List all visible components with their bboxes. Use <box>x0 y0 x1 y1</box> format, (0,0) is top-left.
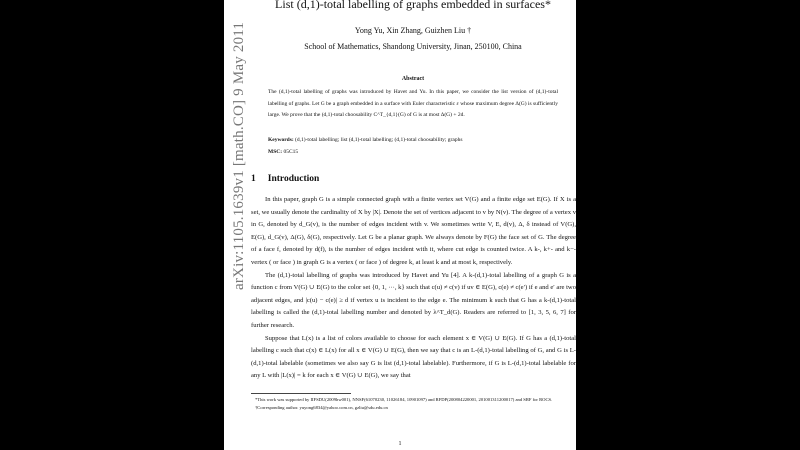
paragraph: In this paper, graph G is a simple connected graph with a finite vertex set V(G) and a finite edge set E(G). If X is a set, we usually denote the cardinality of X by |X|. Denote the set of vertices adjacent to v by N(v). The degree of a vertex v in G, denoted by d_G(v), is the number of edges incident with v. We sometimes write V, E, d(v), Δ, δ instead of V(G), E(G), d_G(v), Δ(G), δ(G), respectively. Let G be a planar graph. We always denote by F(G) the face set of G. The degree of a face f, denoted by d(f), is the number of edges incident with it, where cut edge is counted twice. A k-, k+- and k−-vertex ( or face ) in graph G is a vertex ( or face ) of degree k, at least k and at most k, respectively. <box>251 196 576 266</box>
msc-text: 05C15 <box>282 149 299 155</box>
affiliation: School of Mathematics, Shandong University, Jinan, 250100, China <box>304 42 522 51</box>
arxiv-identifier: arXiv:1105.1639v1 [math.CO] 9 May 2011 <box>231 21 247 290</box>
keywords <box>268 137 558 143</box>
paragraph: The (d,1)-total labelling of graphs was introduced by Havet and Yu [4]. A k-(d,1)-total labelling of a graph G is a function c from V(G) ∪ E(G) to the color set {0, 1, ···, k} such that c(u) ≠ c(v) if uv ∈ E(G), c(e) ≠ c(e′) if e and e′ are two adjacent edges, and |c(u) − c(e)| ≥ d if vertex u is incident to the edge e. The minimum k such that G has a k-(d,1)-total labelling is called the (d,1)-total labelling number and denoted by λ^T_d(G). Readers are referred to [1, 3, 5, 6, 7] for further research. <box>251 271 576 329</box>
paragraph: Suppose that L(x) is a list of colors available to choose for each element x ∈ V(G) ∪ E(G). If G has a (d,1)-total labelling c such that c(x) ∈ L(x) for all x ∈ V(G) ∪ E(G), then we say that c is an L-(d,1)-total labelling of G, and G is L-(d,1)-total labelable (sometimes we also say G is list (d,1)-total labelable). Furthermore, if G is L-(d,1)-total labelable for any L with |L(x)| = k for each x ∈ V(G) ∪ E(G), we say that <box>251 334 576 380</box>
footnotes <box>251 396 576 412</box>
section-number: 1 <box>251 174 256 184</box>
abstract-text: The (d,1)-total labelling of graphs was introduced by Havet and Yu. In this paper, we consider the list version of (d,1)-total labelling of graphs. Let G be a graph embedded in a surface with Euler characteristic ε whose maximum degree Δ(G) is sufficiently large. We prove that the (d,1)-total choosability C^T_{d,1}(G) of G is at most Δ(G) + 2d. <box>268 89 558 118</box>
paper-title: List (d,1)-total labelling of graphs embedded in surfaces* <box>275 0 551 11</box>
footnote: *This work was supported by IIFSDU(2009hw001), NNSF(61070230, 11026184, 10901097) and RFDP(200804220001, 201001311200017) and SRF for ROCS. <box>255 397 553 402</box>
keywords-text: (d,1)-total labelling; list (d,1)-total labelling; (d,1)-total choosability; graphs <box>293 137 463 143</box>
page-number: 1 <box>398 441 402 447</box>
section-title: Introduction <box>267 174 320 184</box>
msc <box>268 149 558 155</box>
authors: Yong Yu, Xin Zhang, Guizhen Liu † <box>354 26 472 35</box>
footnote-rule <box>251 393 351 394</box>
keywords-label: Keywords: <box>268 137 294 143</box>
body-text <box>251 194 576 383</box>
msc-label: MSC: <box>268 149 283 155</box>
abstract-heading: Abstract <box>401 76 425 82</box>
section-heading <box>251 174 319 184</box>
footnote: †Corresponding author. yuyong6834@yahoo.com.cn, gzliu@sdu.edu.cn <box>255 404 388 410</box>
